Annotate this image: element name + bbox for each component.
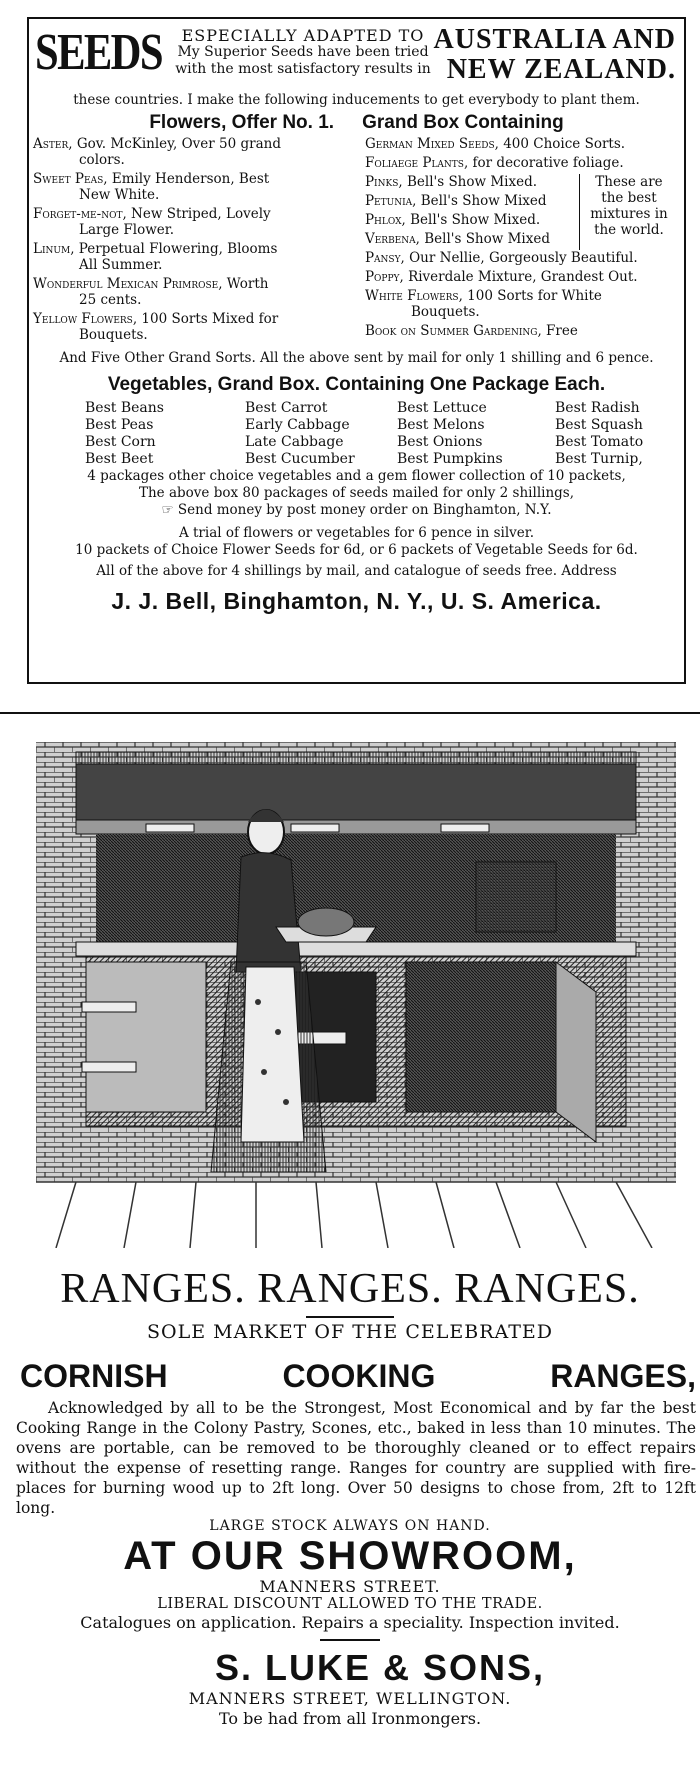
vegetable-item: Best Radish <box>555 400 640 416</box>
short-rule-2 <box>320 1639 380 1641</box>
item-detail: Our Nellie, Gorgeously Beautiful. <box>404 250 638 266</box>
australia-line: AUSTRALIA AND <box>433 24 676 55</box>
line-trial: A trial of flowers or vegetables for 6 pence in silver. <box>178 525 535 541</box>
five-other-sorts: And Five Other Grand Sorts. All the above sent by mail for only 1 shilling and 6 pence. <box>59 350 654 366</box>
vegetable-item: Best Beans <box>85 400 164 416</box>
australia-nz-headline <box>426 25 676 85</box>
item-detail: Worth <box>222 276 269 292</box>
item-name: Pansy, <box>364 250 405 266</box>
item-name: Book on Summer Gardening, <box>364 323 542 339</box>
item-detail: Perpetual Flowering, Blooms <box>74 241 278 257</box>
bell-address: J. J. Bell, Binghamton, N. Y., U. S. America. <box>111 588 602 614</box>
item-detail: Gov. McKinley, Over 50 grand <box>72 136 281 152</box>
section-divider <box>0 712 700 714</box>
cornish-word: CORNISH <box>20 1358 168 1394</box>
vegetable-item: Best Peas <box>85 417 154 433</box>
item-continuation: 25 cents. <box>79 292 142 308</box>
item-name: Sweet Peas, <box>33 171 108 187</box>
item-continuation: Bouquets. <box>410 304 480 320</box>
list-item <box>365 174 579 190</box>
vegetable-item: Best Corn <box>85 434 156 450</box>
item-name: Verbena, <box>364 231 420 247</box>
range-engraving <box>36 742 676 1248</box>
vegetable-item: Best Onions <box>397 434 483 450</box>
list-item <box>365 323 680 339</box>
had-from-ironmongers: To be had from all Ironmongers. <box>218 1709 482 1728</box>
manners-street: MANNERS STREET. <box>259 1577 441 1596</box>
item-name: Pinks, <box>364 174 403 190</box>
line-box-80: The above box 80 packages of seeds mailed for only 2 shillings, <box>138 485 575 501</box>
item-detail: Bell's Show Mixed <box>419 231 550 247</box>
item-detail: Bell's Show Mixed <box>416 193 547 209</box>
item-name: Foliaege Plants, <box>364 155 469 171</box>
list-item <box>365 136 680 152</box>
item-name: Linum, <box>33 241 75 257</box>
ranges-title: RANGES. RANGES. RANGES. <box>60 1266 640 1312</box>
seeds-headline: SEEDS <box>35 24 162 81</box>
item-name: Yellow Flowers, <box>33 311 138 327</box>
item-detail: 100 Sorts for White <box>462 288 602 304</box>
flowers-list <box>33 136 355 346</box>
line-4-packages: 4 packages other choice vegetables and a gem flower collection of 10 packets, <box>87 468 626 484</box>
item-name: German Mixed Seeds, <box>364 136 499 152</box>
vegetable-item: Best Turnip, <box>555 451 643 467</box>
offer-headings <box>33 112 680 134</box>
ranges-advertisement <box>0 1250 700 1768</box>
item-detail: Bell's Show Mixed. <box>402 174 538 190</box>
vegetable-item: Best Squash <box>555 417 643 433</box>
item-continuation: Large Flower. <box>79 222 175 238</box>
line-all-above: All of the above for 4 shillings by mail, and catalogue of seeds free. Address <box>96 563 617 579</box>
item-detail: New Striped, Lovely <box>126 206 271 222</box>
seeds-advertisement <box>27 17 686 684</box>
flowers-offer-heading: Flowers, Offer No. 1. <box>149 112 335 133</box>
item-name: White Flowers, <box>364 288 463 304</box>
vegetable-item: Early Cabbage <box>245 417 350 433</box>
seeds-subhead <box>143 27 463 78</box>
offer-columns <box>33 136 680 346</box>
list-item <box>33 136 355 168</box>
liberal-discount: LIBERAL DISCOUNT ALLOWED TO THE TRADE. <box>157 1596 543 1612</box>
ranges-word: RANGES, <box>550 1358 696 1394</box>
item-detail: Bell's Show Mixed. <box>405 212 541 228</box>
large-stock: LARGE STOCK ALWAYS ON HAND. <box>209 1518 491 1534</box>
vegetable-item: Best Tomato <box>555 434 644 450</box>
item-name: Aster, <box>33 136 73 152</box>
catalogues-line: Catalogues on application. Repairs a speciality. Inspection invited. <box>80 1613 620 1632</box>
vegetable-item: Best Lettuce <box>397 400 487 416</box>
vegetable-item: Best Melons <box>397 417 485 433</box>
item-detail: Emily Henderson, Best <box>107 171 270 187</box>
list-item <box>365 212 579 228</box>
item-detail: 400 Choice Sorts. <box>498 136 626 152</box>
seeds-header <box>33 25 680 89</box>
sole-market: SOLE MARKET OF THE CELEBRATED <box>147 1321 553 1343</box>
item-name: Forget-me-not, <box>33 206 127 222</box>
ranges-body-copy: Acknowledged by all to be the Strongest, Most Economical and by far the best Cooking Range in the Colony Pastry, Scones, etc., baked in less than 10 minutes. The ovens are portable, can be removed to be thoroughly cleaned or to effect repairs without the expense of resetting range. Ranges for country are supplied with fire-places for burning wood up to 2ft long. Over 50 designs to chose from, 2ft to 12ft long. <box>16 1399 696 1517</box>
line-send-money: ☞ Send money by post money order on Binghamton, N.Y. <box>161 502 552 518</box>
vegetable-item: Late Cabbage <box>245 434 344 450</box>
item-detail: Riverdale Mixture, Grandest Out. <box>403 269 638 285</box>
item-detail: 100 Sorts Mixed for <box>137 311 279 327</box>
item-name: Poppy, <box>364 269 404 285</box>
line-10-packets: 10 packets of Choice Flower Seeds for 6d, or 6 packets of Vegetable Seeds for 6d. <box>75 542 638 558</box>
new-zealand-line: NEW ZEALAND. <box>446 54 676 85</box>
bracket-group <box>365 174 680 250</box>
item-continuation: colors. <box>79 152 125 168</box>
list-item <box>365 231 579 247</box>
list-item <box>33 241 355 273</box>
cooking-word: COOKING <box>282 1358 436 1394</box>
vegetable-item: Best Beet <box>85 451 154 467</box>
luke-and-sons: S. LUKE & SONS, <box>214 1647 546 1688</box>
item-name: Petunia, <box>364 193 417 209</box>
grand-box-heading: Grand Box Containing <box>362 112 564 133</box>
grand-box-list <box>365 136 680 346</box>
bracket-note: These are the best mixtures in the world. <box>590 174 668 238</box>
tried-line-2: with the most satisfactory results in <box>175 61 431 77</box>
item-detail: Free <box>541 323 578 339</box>
short-rule <box>306 1316 394 1318</box>
item-name: Phlox, <box>364 212 406 228</box>
list-item <box>365 193 579 209</box>
list-item <box>33 171 355 203</box>
list-item <box>365 155 680 171</box>
especially-adapted: ESPECIALLY ADAPTED TO <box>181 26 425 45</box>
item-continuation: New White. <box>79 187 160 203</box>
hand-icon: ☞ <box>161 502 178 518</box>
vegetable-item: Best Pumpkins <box>397 451 503 467</box>
item-detail: for decorative foliage. <box>468 155 624 171</box>
tried-line-1: My Superior Seeds have been tried <box>177 44 429 60</box>
item-continuation: All Summer. <box>79 257 163 273</box>
item-continuation: Bouquets. <box>79 327 148 343</box>
cornish-cooking-ranges <box>0 1358 700 1394</box>
list-item <box>33 276 355 308</box>
item-name: Wonderful Mexican Primrose, <box>33 276 223 292</box>
list-item <box>33 311 355 343</box>
seeds-intro: these countries. I make the following inducements to get everybody to plant them. <box>73 92 640 108</box>
vegetables-grid <box>33 400 680 468</box>
list-item <box>365 269 680 285</box>
list-item <box>365 250 680 266</box>
manners-street-wellington: MANNERS STREET, WELLINGTON. <box>188 1689 512 1708</box>
list-item <box>33 206 355 238</box>
showroom-headline: AT OUR SHOWROOM, <box>123 1534 577 1578</box>
vegetables-heading: Vegetables, Grand Box. Containing One Package Each. <box>107 374 606 395</box>
vegetable-item: Best Carrot <box>245 400 328 416</box>
vegetable-item: Best Cucumber <box>245 451 355 467</box>
list-item <box>365 288 680 320</box>
